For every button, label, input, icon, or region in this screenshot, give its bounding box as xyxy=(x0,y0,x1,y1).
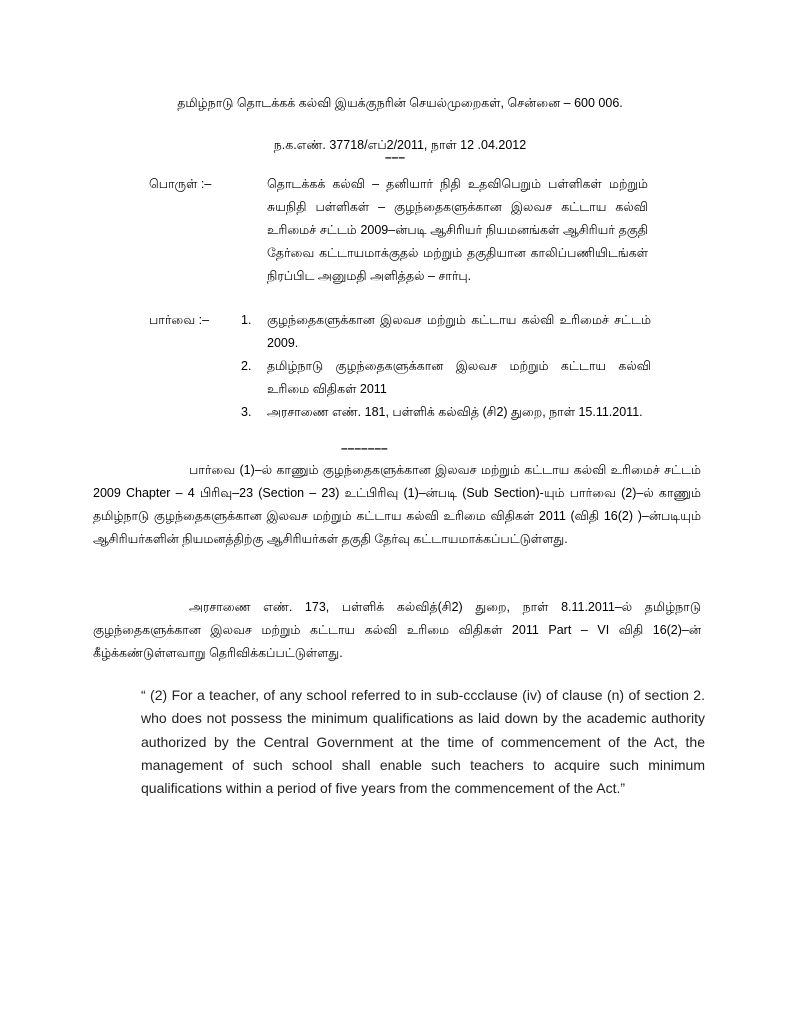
reference-text: தமிழ்நாடு குழந்தைகளுக்கான இலவச மற்றும் கட்டாய கல்வி உரிமை விதிகள் 2011 xyxy=(267,359,651,396)
reference-item xyxy=(241,309,651,355)
body-paragraph-1: பார்வை (1)–ல் காணும் குழந்தைகளுக்கான இலவச மற்றும் கட்டாய கல்வி உரிமைச் சட்டம் 2009 Chapter – 4 பிரிவு–23 (Section – 23) உட்பிரிவு (1)–ன்படி (Sub Section)-யும் பார்வை (2)–ல் காணும் தமிழ்நாடு குழந்தைகளுக்கான இலவச மற்றும் கட்டாய கல்வி உரிமை விதிகள் 2011 (விதி 16(2) )–ன்படியும் ஆசிரியர்களின் நியமனத்திற்கு ஆசிரியர்கள் தகுதி தேர்வு கட்டாயமாக்கப்பட்டுள்ளது. xyxy=(93,463,701,546)
office-header-title: தமிழ்நாடு தொடக்கக் கல்வி இயக்குநரின் செயல்முறைகள், சென்னை – 600 006. xyxy=(177,96,623,110)
reference-number-line: ந.க.எண். 37718/எப்2/2011, நாள் 12 .04.2012 xyxy=(273,138,527,152)
reference-number: 1. xyxy=(241,313,252,327)
reference-item xyxy=(241,401,651,424)
references-label: பார்வை :– xyxy=(149,313,210,327)
reference-text: அரசாணை எண். 181, பள்ளிக் கல்வித் (சி2) துறை, நாள் 15.11.2011. xyxy=(267,405,643,419)
body-paragraph-2: அரசாணை எண். 173, பள்ளிக் கல்வித்(சி2) துறை, நாள் 8.11.2011–ல் தமிழ்நாடு குழந்தைகளுக்கான இலவச மற்றும் கட்டாய கல்வி உரிமை விதிகள் 2011 Part – VI விதி 16(2)–ன் கீழ்க்கண்டுள்ளவாறு தெரிவிக்கப்பட்டுள்ளது. xyxy=(93,600,701,660)
reference-item xyxy=(241,355,651,401)
subject-text: தொடக்கக் கல்வி – தனியார் நிதி உதவிபெறும் பள்ளிகள் மற்றும் சுயநிதி பள்ளிகள் – குழந்தைகளுக்கான இலவச கட்டாய கல்வி உரிமைச் சட்டம் 2009–ன்படி ஆசிரியர் நியமனங்கள் ஆசிரியர் தகுதி தேர்வை கட்டாயமாக்குதல் மற்றும் தகுதியான காலிப்பணியிடங்கள் நிரப்பிட அனுமதி அளித்தல் – சார்பு. xyxy=(267,177,648,283)
references-list xyxy=(241,309,651,424)
reference-number: 2. xyxy=(241,359,252,373)
short-divider: ––– xyxy=(385,150,406,164)
long-divider: ––––––– xyxy=(341,441,388,455)
subject-label: பொருள் :– xyxy=(149,177,212,191)
quoted-rule-text: “ (2) For a teacher, of any school referred to in sub-ccclause (iv) of clause (n) of section 2. who does not possess the minimum qualifications as laid down by the academic authority authorized by the Central Government at the time of commencement of the Act, the management of such school shall enable such teachers to acquire such minimum qualifications within a period of five years from the commencement of the Act.” xyxy=(141,687,705,797)
reference-text: குழந்தைகளுக்கான இலவச மற்றும் கட்டாய கல்வி உரிமைச் சட்டம் 2009. xyxy=(267,313,651,350)
reference-number: 3. xyxy=(241,405,252,419)
